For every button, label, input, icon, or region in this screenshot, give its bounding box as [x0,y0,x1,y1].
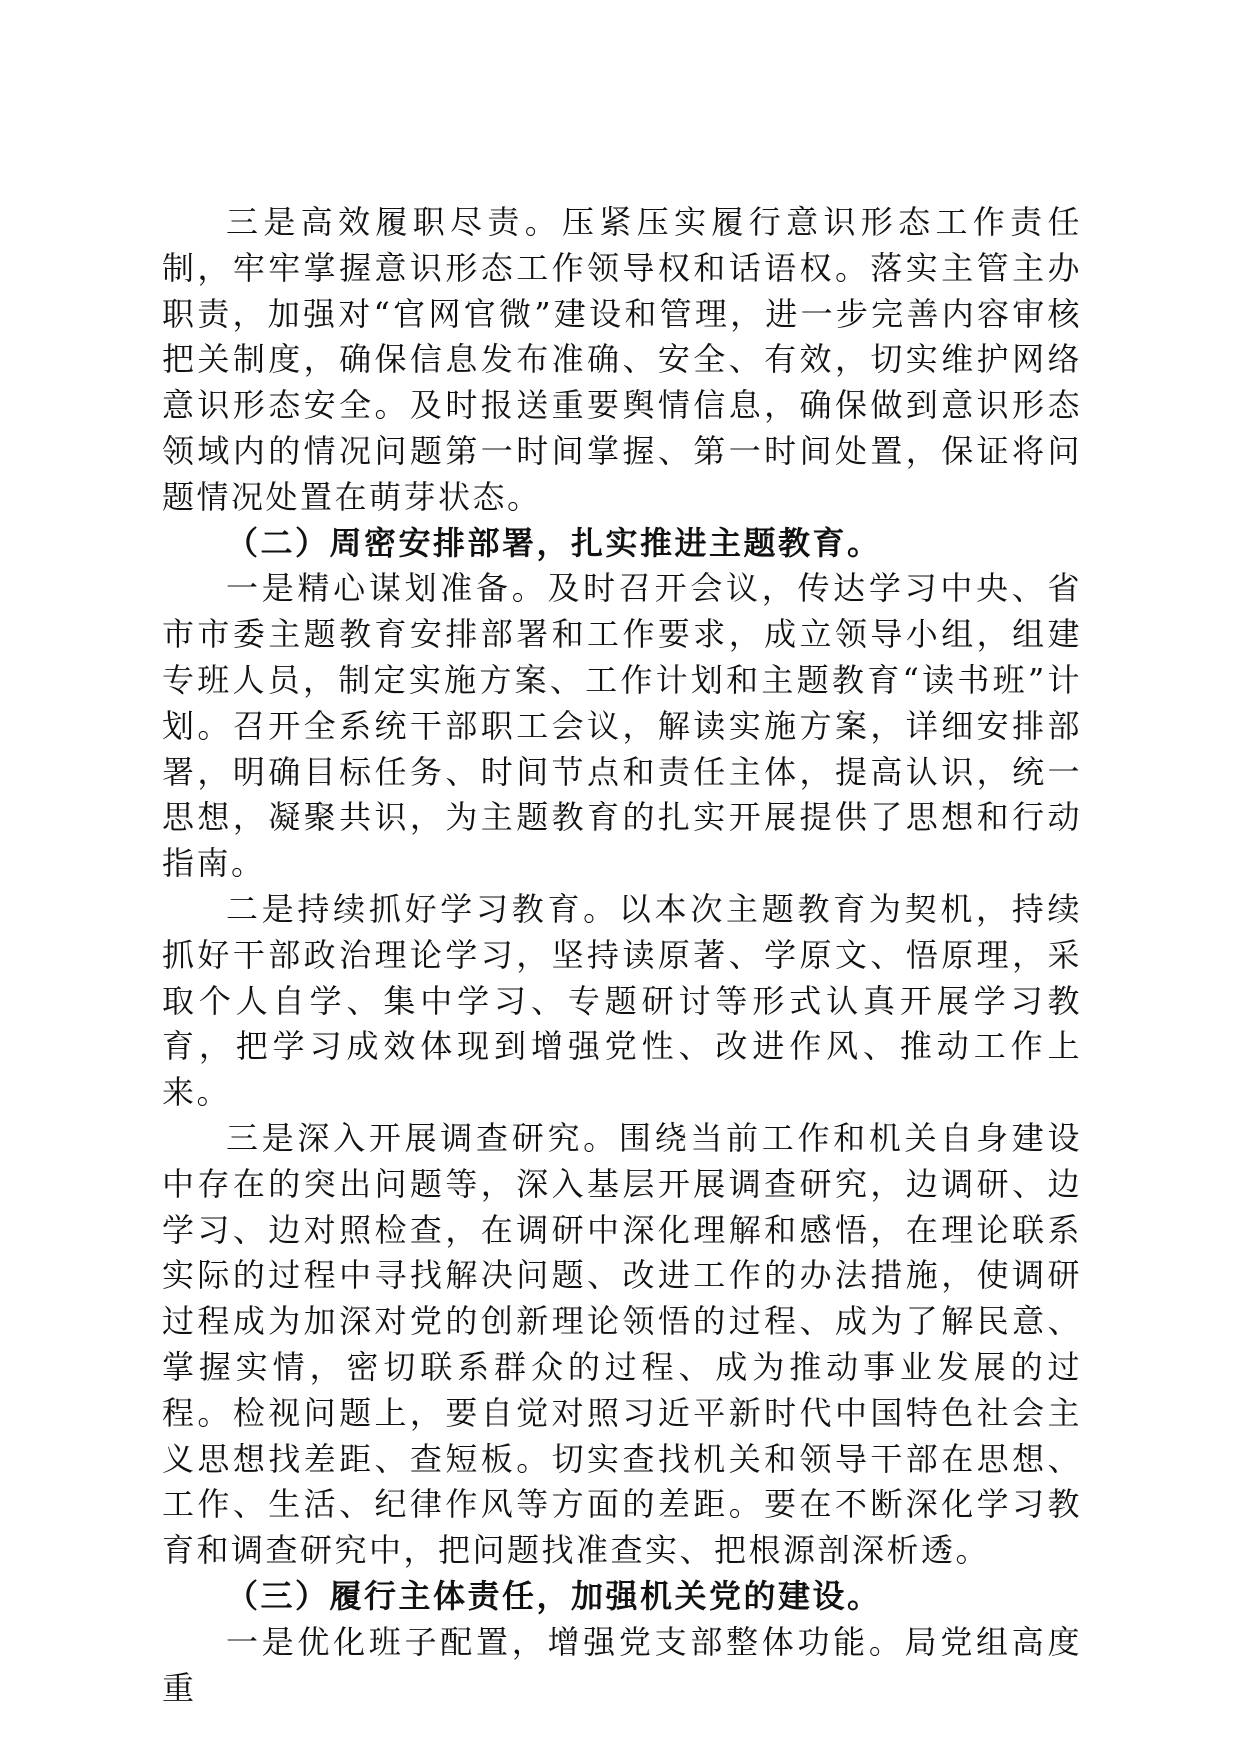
paragraph-team-optimization: 一是优化班子配置，增强党支部整体功能。局党组高度重 [162,1622,1082,1707]
section-heading-party-building: （三）履行主体责任，加强机关党的建设。 [226,1576,882,1615]
paragraph-ideology-duty: 三是高效履职尽责。压紧压实履行意识形态工作责任制，牢牢掌握意识形态工作领导权和话语权。落实主管主办职责，加强对“官网官微”建设和管理，进一步完善内容审核把关制度，确保信息发布准确、安全、有效，切实维护网络意识形态安全。及时报送重要舆情信息，确保做到意识形态领域内的情况问题第一时间掌握、第一时间处置，保证将问题情况处置在萌芽状态。 [162,203,1082,516]
document-body [162,200,1082,1711]
paragraph-study-education: 二是持续抓好学习教育。以本次主题教育为契机，持续抓好干部政治理论学习，坚持读原著、学原文、悟原理，采取个人自学、集中学习、专题研讨等形式认真开展学习教育，把学习成效体现到增强党性、改进作风、推动工作上来。 [162,889,1082,1112]
paragraph-investigation-research: 三是深入开展调查研究。围绕当前工作和机关自身建设中存在的突出问题等，深入基层开展调查研究，边调研、边学习、边对照检查，在调研中深化理解和感悟，在理论联系实际的过程中寻找解决问题、改进工作的办法措施，使调研过程成为加深对党的创新理论领悟的过程、成为了解民意、掌握实情，密切联系群众的过程、成为推动事业发展的过程。检视问题上，要自觉对照习近平新时代中国特色社会主义思想找差距、查短板。切实查找机关和领导干部在思想、工作、生活、纪律作风等方面的差距。要在不断深化学习教育和调查研究中，把问题找准查实、把根源剖深析透。 [162,1118,1082,1570]
paragraph-careful-planning: 一是精心谋划准备。及时召开会议，传达学习中央、省市市委主题教育安排部署和工作要求，成立领导小组，组建专班人员，制定实施方案、工作计划和主题教育“读书班”计划。召开全系统干部职工会议，解读实施方案，详细安排部署，明确目标任务、时间节点和责任主体，提高认识，统一思想，凝聚共识，为主题教育的扎实开展提供了思想和行动指南。 [162,569,1082,883]
section-heading-theme-education: （二）周密安排部署，扎实推进主题教育。 [226,523,882,562]
